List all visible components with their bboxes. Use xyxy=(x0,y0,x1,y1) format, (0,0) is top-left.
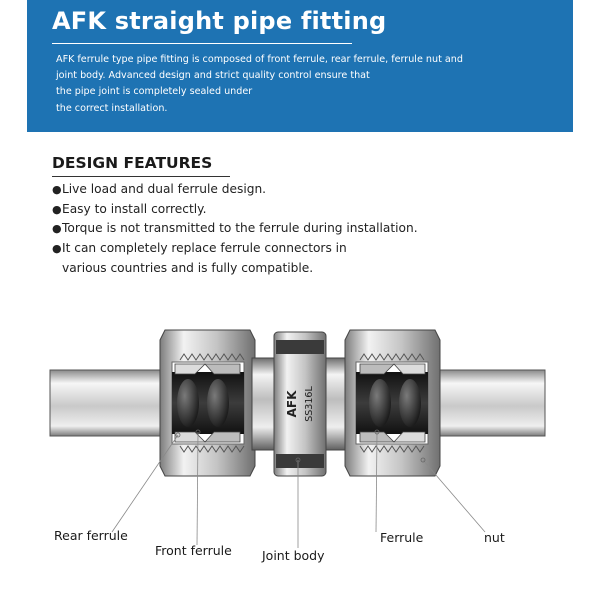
bullet-icon: ● xyxy=(52,241,62,255)
list-item xyxy=(52,200,552,220)
body-marking-afk: AFK xyxy=(285,390,299,418)
feature-text: Torque is not transmitted to the ferrule during installation. xyxy=(62,221,418,235)
list-item xyxy=(52,219,552,239)
bullet-icon: ● xyxy=(52,222,62,235)
description-line: joint body. Advanced design and strict quality control ensure that xyxy=(56,70,370,82)
list-item xyxy=(52,180,552,200)
feature-text-continuation: various countries and is fully compatible. xyxy=(62,260,314,275)
description-line: the correct installation. xyxy=(56,102,168,114)
fitting-cross-section-diagram xyxy=(0,300,600,600)
bullet-icon: ● xyxy=(52,202,62,216)
callout-front-ferrule: Front ferrule xyxy=(155,543,232,558)
feature-text: Live load and dual ferrule design. xyxy=(62,182,267,196)
body-marking-material: SS316L xyxy=(304,386,315,422)
features-list xyxy=(52,180,552,275)
title-underline xyxy=(52,43,352,44)
description-line: AFK ferrule type pipe fitting is composed of front ferrule, rear ferrule, ferrule nut and xyxy=(56,54,463,65)
product-description xyxy=(56,52,556,117)
callout-joint-body: Joint body xyxy=(262,548,325,563)
joint-body xyxy=(252,332,348,476)
header-banner xyxy=(27,0,573,132)
callout-rear-ferrule: Rear ferrule xyxy=(54,528,128,543)
callout-nut: nut xyxy=(484,530,505,545)
description-line: the pipe joint is completely sealed under xyxy=(56,86,253,98)
features-heading: DESIGN FEATURES xyxy=(52,154,213,172)
left-nut xyxy=(160,330,255,476)
page-title: AFK straight pipe fitting xyxy=(52,7,387,35)
list-item xyxy=(52,239,552,275)
feature-text: Easy to install correctly. xyxy=(62,201,207,216)
bullet-icon: ● xyxy=(52,183,62,196)
right-nut xyxy=(345,330,440,476)
heading-underline xyxy=(52,176,230,177)
callout-ferrule: Ferrule xyxy=(380,530,424,545)
feature-text: It can completely replace ferrule connectors in xyxy=(62,240,347,255)
